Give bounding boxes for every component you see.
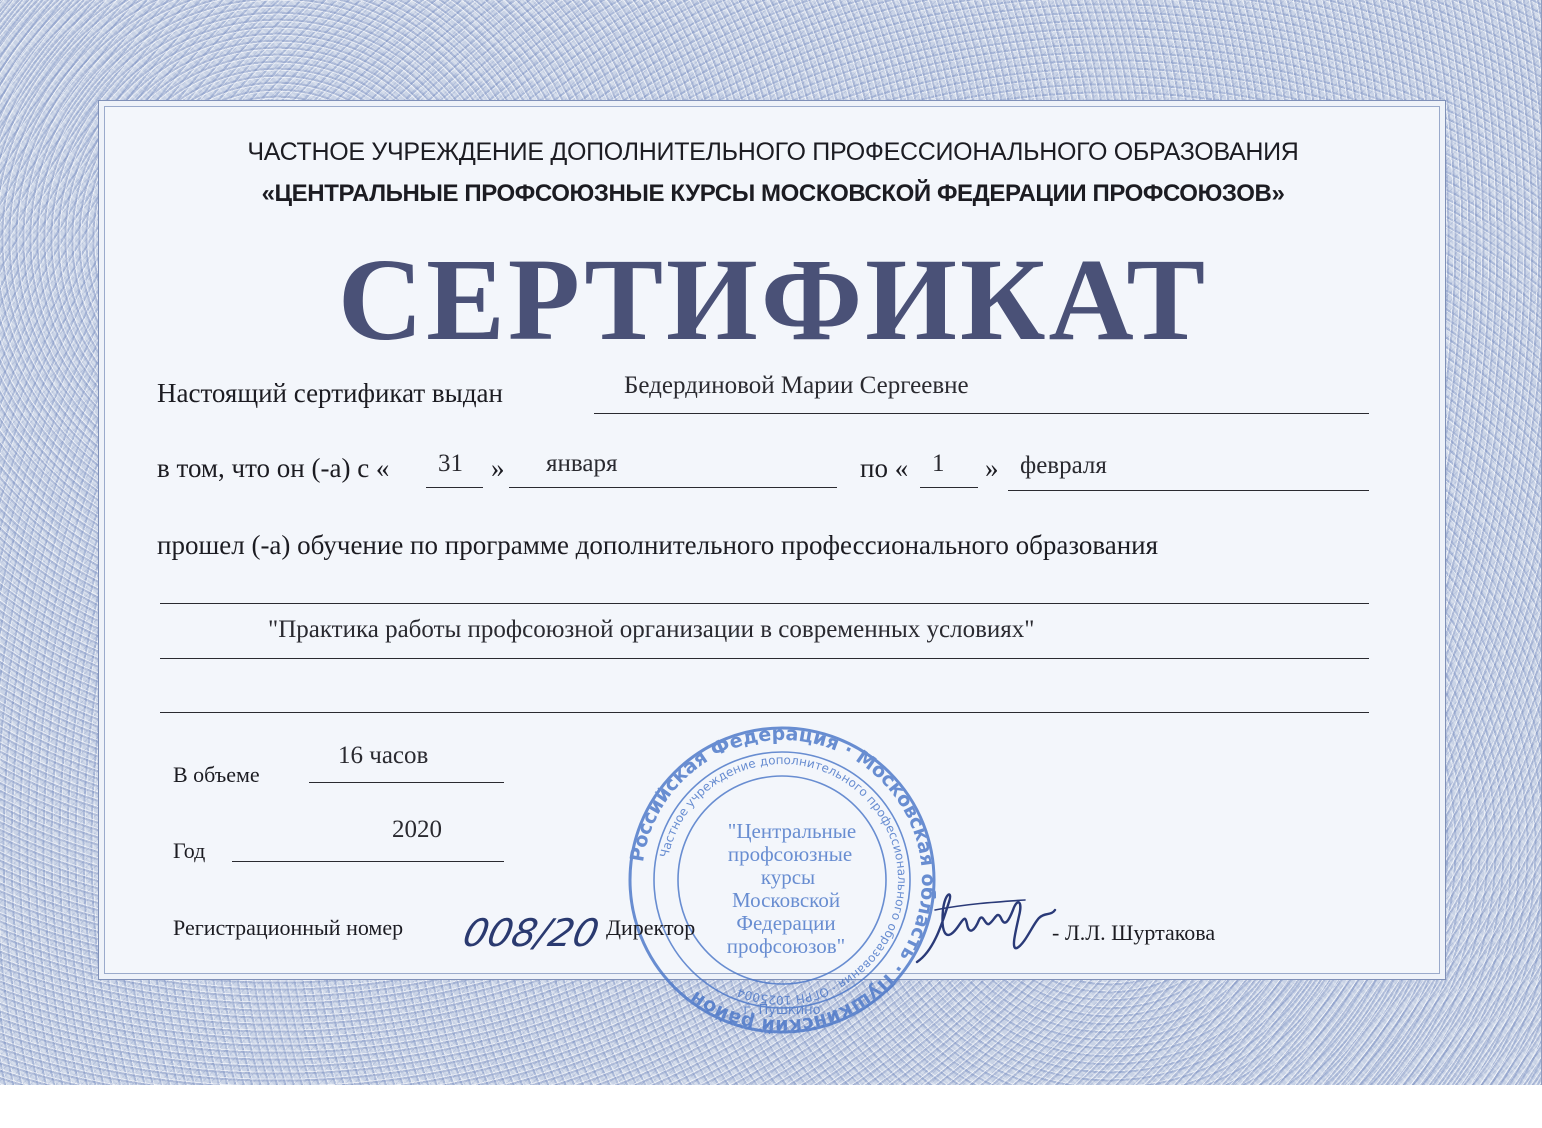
director-name: - Л.Л. Шуртакова [1052, 920, 1216, 945]
director-signature [905, 880, 1070, 975]
program-label: прошел (-а) обучение по программе дополнительного профессионального образования [157, 530, 1159, 560]
svg-text:008/20: 008/20 [458, 911, 604, 956]
volume-rule [309, 782, 504, 783]
svg-text:курсы: курсы [760, 865, 816, 889]
svg-text:профсоюзов": профсоюзов" [726, 934, 846, 958]
year-rule [232, 861, 504, 862]
svg-text:г. Пушкино: г. Пушкино [743, 1003, 821, 1018]
director-label: Директор [606, 915, 696, 940]
day-to-rule [920, 487, 978, 488]
issued-rule [594, 413, 1369, 414]
registration-number-handwritten [458, 902, 604, 962]
month-from: января [546, 450, 618, 477]
svg-text:Частное учреждение дополнитель: Частное учреждение дополнительного профессионального образования · ОГРН 1025004 [657, 752, 910, 1008]
volume-label: В объеме [173, 762, 260, 787]
period-prefix: в том, что он (-а) с « [157, 453, 390, 483]
quote-close-1: » [491, 453, 505, 483]
official-stamp [622, 720, 942, 1040]
recipient-name: Бедердиновой Марии Сергеевне [624, 372, 969, 399]
program-title: "Практика работы профсоюзной организации в современных условиях" [268, 616, 1035, 643]
day-to: 1 [932, 450, 945, 477]
year-value: 2020 [392, 816, 442, 843]
day-from-rule [426, 487, 483, 488]
svg-text:"Центральные: "Центральные [727, 819, 857, 843]
institution-type: ЧАСТНОЕ УЧРЕЖДЕНИЕ ДОПОЛНИТЕЛЬНОГО ПРОФЕССИОНАЛЬНОГО ОБРАЗОВАНИЯ [247, 138, 1299, 166]
month-to: февраля [1020, 452, 1107, 479]
svg-text:Федерации: Федерации [736, 911, 836, 935]
svg-text:Московской: Московской [731, 888, 841, 912]
quote-close-2: » [985, 453, 999, 483]
month-to-rule [1008, 490, 1369, 491]
year-label: Год [173, 838, 206, 863]
svg-text:Российская Федерация · Московс: Российская Федерация · Московская область · Пушкинский район [626, 722, 940, 1038]
to-prefix: по « [860, 453, 909, 483]
issued-label: Настоящий сертификат выдан [157, 378, 503, 408]
registration-label: Регистрационный номер [173, 915, 404, 940]
month-from-rule [509, 487, 837, 488]
institution-name: «ЦЕНТРАЛЬНЫЕ ПРОФСОЮЗНЫЕ КУРСЫ МОСКОВСКОЙ ФЕДЕРАЦИИ ПРОФСОЮЗОВ» [261, 180, 1285, 207]
certificate-title: СЕРТИФИКАТ [337, 234, 1209, 365]
svg-text:профсоюзные: профсоюзные [727, 842, 853, 866]
scan-margin [0, 1085, 1542, 1128]
volume-value: 16 часов [338, 742, 429, 769]
program-rule-1 [160, 603, 1369, 604]
program-rule-2 [160, 658, 1369, 659]
day-from: 31 [438, 450, 463, 477]
program-rule-3 [160, 712, 1369, 713]
